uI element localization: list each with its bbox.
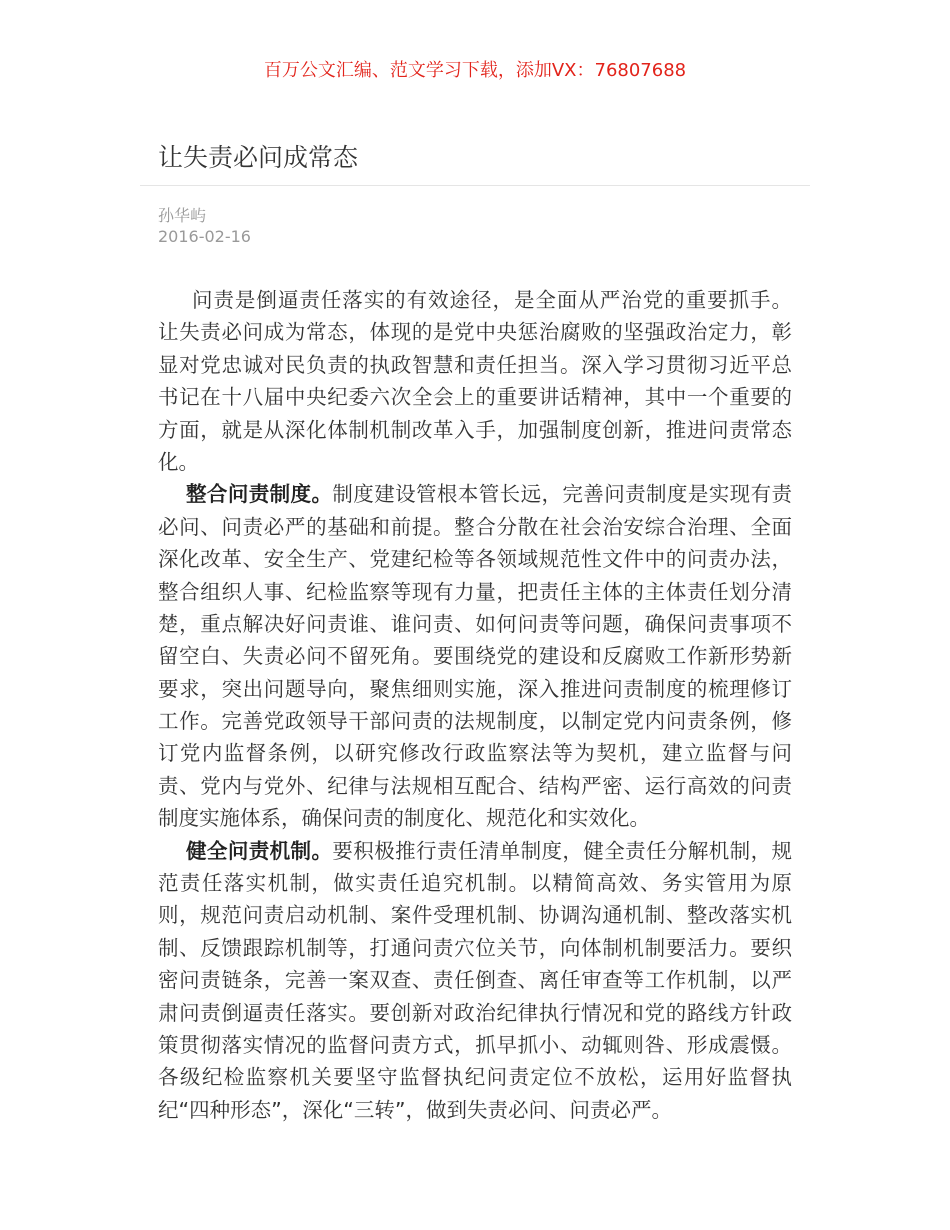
paragraph-line <box>158 770 792 802</box>
article-title: 让失责必问成常态 <box>158 143 359 172</box>
paragraph-line <box>158 1029 792 1061</box>
paragraph-line <box>158 284 792 316</box>
paragraph-line <box>158 673 792 705</box>
article-paragraph <box>158 835 792 1127</box>
paragraph-line <box>158 899 792 931</box>
article-body <box>158 284 792 1126</box>
line-text: 责、党内与党外、纪律与法规相互配合、结构严密、运行高效的问责 <box>158 773 792 798</box>
title-divider <box>140 185 810 186</box>
paragraph-lead-heading: 健全问责机制。 <box>186 838 333 863</box>
line-text: 制、反馈跟踪机制等，打通问责穴位关节，向体制机制要活力。要织 <box>158 935 792 960</box>
paragraph-line <box>158 478 792 510</box>
line-text: 楚，重点解决好问责谁、谁问责、如何问责等问题，确保问责事项不 <box>158 611 792 636</box>
paragraph-line <box>158 1061 792 1093</box>
paragraph-line <box>158 316 792 348</box>
line-text: 密问责链条，完善一案双查、责任倒查、离任审查等工作机制，以严 <box>158 968 792 993</box>
line-text: 制度建设管根本管长远，完善问责制度是实现有责 <box>332 482 792 507</box>
line-text: 深化改革、安全生产、党建纪检等各领域规范性文件中的问责办法， <box>158 547 792 572</box>
line-text: 策贯彻落实情况的监督问责方式，抓早抓小、动辄则咎、形成震慑。 <box>158 1032 792 1057</box>
paragraph-line <box>158 446 792 478</box>
paragraph-line <box>158 835 792 867</box>
paragraph-lead-heading: 整合问责制度。 <box>186 482 333 507</box>
line-text: 订党内监督条例，以研究修改行政监察法等为契机，建立监督与问 <box>158 741 792 766</box>
line-text: 整合组织人事、纪检监察等现有力量，把责任主体的主体责任划分清 <box>158 579 792 604</box>
paragraph-line <box>158 737 792 769</box>
paragraph-line <box>158 932 792 964</box>
paragraph-line <box>158 381 792 413</box>
line-text: 要求，突出问题导向，聚焦细则实施，深入推进问责制度的梳理修订 <box>158 676 792 701</box>
line-text: 范责任落实机制，做实责任追究机制。以精简高效、务实管用为原 <box>158 871 792 896</box>
paragraph-line <box>158 1094 792 1126</box>
paragraph-line <box>158 705 792 737</box>
line-text: 工作。完善党政领导干部问责的法规制度，以制定党内问责条例，修 <box>158 709 792 734</box>
paragraph-line <box>158 640 792 672</box>
promo-banner: 百万公文汇编、范文学习下载，添加VX：76807688 <box>263 60 687 81</box>
paragraph-line <box>158 543 792 575</box>
paragraph-line <box>158 867 792 899</box>
line-text: 必问、问责必严的基础和前提。整合分散在社会治安综合治理、全面 <box>158 514 792 539</box>
paragraph-line <box>158 964 792 996</box>
line-text: 问责是倒逼责任落实的有效途径，是全面从严治党的重要抓手。 <box>192 288 792 312</box>
line-text: 方面，就是从深化体制机制改革入手，加强制度创新，推进问责常态 <box>158 417 792 442</box>
line-text: 肃问责倒逼责任落实。要创新对政治纪律执行情况和党的路线方针政 <box>158 1000 792 1025</box>
paragraph-line <box>158 414 792 446</box>
paragraph-line <box>158 576 792 608</box>
article-author: 孙华屿 <box>158 206 207 225</box>
line-text: 留空白、失责必问不留死角。要围绕党的建设和反腐败工作新形势新 <box>158 644 792 669</box>
paragraph-line <box>158 997 792 1029</box>
article-date: 2016-02-16 <box>158 227 251 246</box>
line-text: 书记在十八届中央纪委六次全会上的重要讲话精神，其中一个重要的 <box>158 385 792 410</box>
paragraph-line <box>158 802 792 834</box>
article-paragraph <box>158 478 792 834</box>
line-text: 让失责必问成为常态，体现的是党中央惩治腐败的坚强政治定力，彰 <box>158 320 792 345</box>
line-text: 显对党忠诚对民负责的执政智慧和责任担当。深入学习贯彻习近平总 <box>158 352 792 377</box>
line-text: 化。 <box>158 449 199 474</box>
line-text: 各级纪检监察机关要坚守监督执纪问责定位不放松，运用好监督执 <box>158 1065 792 1090</box>
paragraph-line <box>158 608 792 640</box>
paragraph-line <box>158 511 792 543</box>
line-text: 纪“四种形态”，深化“三转”，做到失责必问、问责必严。 <box>158 1097 672 1122</box>
paragraph-line <box>158 349 792 381</box>
line-text: 要积极推行责任清单制度，健全责任分解机制，规 <box>332 838 792 863</box>
line-text: 制度实施体系，确保问责的制度化、规范化和实效化。 <box>158 806 650 831</box>
line-text: 则，规范问责启动机制、案件受理机制、协调沟通机制、整改落实机 <box>158 903 792 928</box>
article-paragraph <box>158 284 792 478</box>
